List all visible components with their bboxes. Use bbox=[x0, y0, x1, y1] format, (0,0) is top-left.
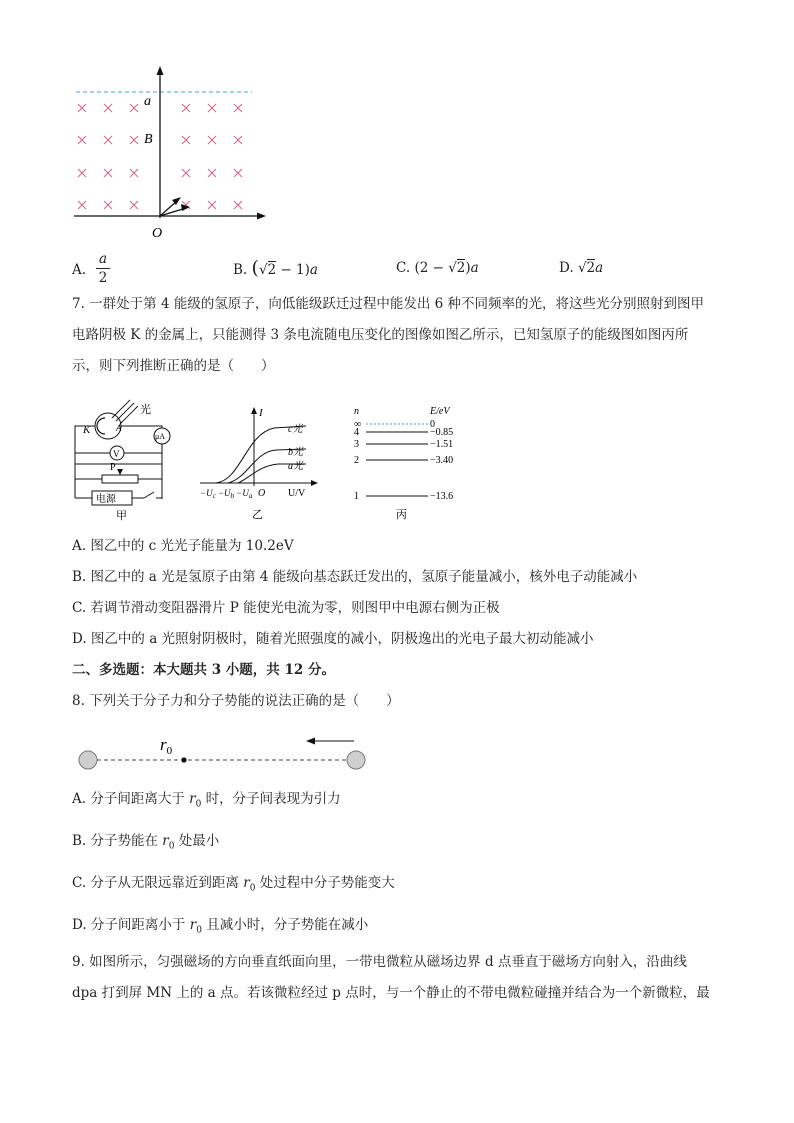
field-cross bbox=[182, 169, 190, 177]
energy-level-value: 0 bbox=[430, 419, 435, 430]
energy-level-n: 2 bbox=[354, 455, 359, 466]
q7-stem-line3: 示，则下列推断正确的是（ ） bbox=[72, 358, 275, 374]
q6-magnetic-field-figure bbox=[60, 60, 280, 245]
energy-level-value: −3.40 bbox=[430, 455, 454, 466]
field-cross bbox=[104, 104, 112, 112]
label-a: a bbox=[144, 94, 151, 109]
energy-level-n: 1 bbox=[354, 491, 359, 502]
energy-level-value: −0.85 bbox=[430, 427, 454, 438]
label-B: B bbox=[144, 132, 153, 147]
svg-text:V: V bbox=[113, 449, 120, 459]
q7-option-A[interactable]: A. 图乙中的 c 光光子能量为 10.2eV bbox=[72, 538, 294, 554]
svg-text:P: P bbox=[110, 462, 116, 473]
label-O: O bbox=[152, 226, 163, 241]
sqrt-symbol: √ bbox=[577, 260, 587, 276]
field-cross bbox=[234, 169, 242, 177]
field-cross bbox=[182, 104, 190, 112]
field-cross bbox=[78, 201, 86, 209]
svg-text:K: K bbox=[83, 424, 91, 436]
field-cross bbox=[104, 201, 112, 209]
field-cross bbox=[130, 201, 138, 209]
q7-option-D[interactable]: D. 图乙中的 a 光照射阴极时，随着光照强度的减小，阴极逸出的光电子最大初动能减小 bbox=[72, 631, 594, 647]
q7-stem-line1: 7. 一群处于第 4 能级的氢原子，向低能级跃迁过程中能发出 6 种不同频率的光，将这些光分别照射到图甲 bbox=[72, 296, 705, 312]
field-cross bbox=[78, 104, 86, 112]
svg-text:光: 光 bbox=[140, 404, 151, 416]
svg-text:丙: 丙 bbox=[396, 509, 407, 521]
energy-level-value: −13.6 bbox=[430, 491, 454, 502]
field-cross bbox=[208, 201, 216, 209]
field-cross bbox=[130, 136, 138, 144]
svg-text:a光: a光 bbox=[288, 461, 303, 472]
field-cross bbox=[78, 136, 86, 144]
field-cross bbox=[208, 136, 216, 144]
svg-text:甲: 甲 bbox=[116, 510, 127, 521]
fraction: a 2 bbox=[96, 250, 110, 287]
q8-option-A[interactable]: A. 分子间距离大于 $r_0$ 时，分子间表现为引力 bbox=[72, 791, 341, 810]
q8-molecule-figure bbox=[72, 730, 372, 775]
field-cross bbox=[130, 169, 138, 177]
q9-stem-line1: 9. 如图所示，匀强磁场的方向垂直纸面向里，一带电微粒从磁场边界 d 点垂直于磁场方向射入，沿曲线 bbox=[72, 954, 687, 970]
q8-option-C[interactable]: C. 分子从无限远靠近到距离 $r_0$ 处过程中分子势能变大 bbox=[72, 875, 395, 894]
sqrt-symbol: √ bbox=[448, 260, 457, 276]
svg-text:U/V: U/V bbox=[288, 488, 306, 499]
q7-option-C[interactable]: C. 若调节滑动变阻器滑片 P 能使光电流为零，则图甲中电源右侧为正极 bbox=[72, 600, 500, 616]
field-cross bbox=[182, 136, 190, 144]
stopping-voltage-ticks: $-U_c -U_b -U_a$ bbox=[200, 488, 253, 500]
svg-text:乙: 乙 bbox=[252, 509, 263, 521]
q7-figure-jia-circuit bbox=[72, 396, 187, 521]
field-cross bbox=[208, 104, 216, 112]
energy-level-n: ∞ bbox=[354, 419, 362, 430]
q6-option-B[interactable]: B. (√2 − 1)a bbox=[233, 257, 318, 279]
svg-text:I: I bbox=[259, 407, 263, 419]
field-cross bbox=[78, 169, 86, 177]
energy-level-n: 3 bbox=[354, 439, 359, 450]
q7-option-B[interactable]: B. 图乙中的 a 光是氢原子由第 4 能级向基态跃迁发出的，氢原子能量减小，核外电子动能减小 bbox=[72, 569, 638, 585]
svg-text:b光: b光 bbox=[288, 447, 303, 458]
field-cross bbox=[130, 104, 138, 112]
q7-stem-line2: 电路阴极 K 的金属上，只能测得 3 条电流随电压变化的图像如图乙所示，已知氢原子的能级图如图丙所 bbox=[72, 327, 689, 343]
section-heading-multiple-choice: 二、多选题：本大题共 3 小题，共 12 分。 bbox=[72, 662, 335, 678]
q8-option-B[interactable]: B. 分子势能在 $r_0$ 处最小 bbox=[72, 833, 220, 852]
svg-text:电源: 电源 bbox=[96, 494, 116, 505]
q8-option-D[interactable]: D. 分子间距离小于 $r_0$ 且减小时，分子势能在减小 bbox=[72, 917, 369, 936]
q7-figure-bing-energy-levels bbox=[350, 404, 480, 522]
svg-text:O: O bbox=[258, 488, 266, 499]
q8-stem: 8. 下列关于分子力和分子势能的说法正确的是（ ） bbox=[72, 693, 400, 709]
field-cross bbox=[104, 136, 112, 144]
energy-level-n: 4 bbox=[354, 427, 359, 438]
sqrt-symbol: √ bbox=[258, 262, 268, 278]
q6-option-C[interactable]: C. (2 − √2)a bbox=[396, 260, 479, 276]
svg-text:c光: c光 bbox=[288, 424, 303, 435]
q9-stem-line2: dpa 打到屏 MN 上的 a 点。若该微粒经过 p 点时，与一个静止的不带电微粒碰撞并结合为一个新微粒，最 bbox=[72, 985, 710, 1001]
svg-text:n: n bbox=[354, 406, 359, 417]
field-cross bbox=[208, 169, 216, 177]
field-cross bbox=[234, 201, 242, 209]
field-cross bbox=[234, 136, 242, 144]
svg-text:A: A bbox=[116, 423, 122, 433]
svg-text:μA: μA bbox=[155, 432, 166, 441]
q7-figure-yi-iu-curves bbox=[196, 404, 321, 522]
q6-option-D[interactable]: D. √2a bbox=[559, 260, 604, 276]
svg-text:E/eV: E/eV bbox=[430, 406, 450, 417]
field-cross bbox=[104, 169, 112, 177]
r0-label: $r_0$ bbox=[160, 735, 173, 757]
energy-level-value: −1.51 bbox=[430, 439, 454, 450]
field-cross bbox=[234, 104, 242, 112]
